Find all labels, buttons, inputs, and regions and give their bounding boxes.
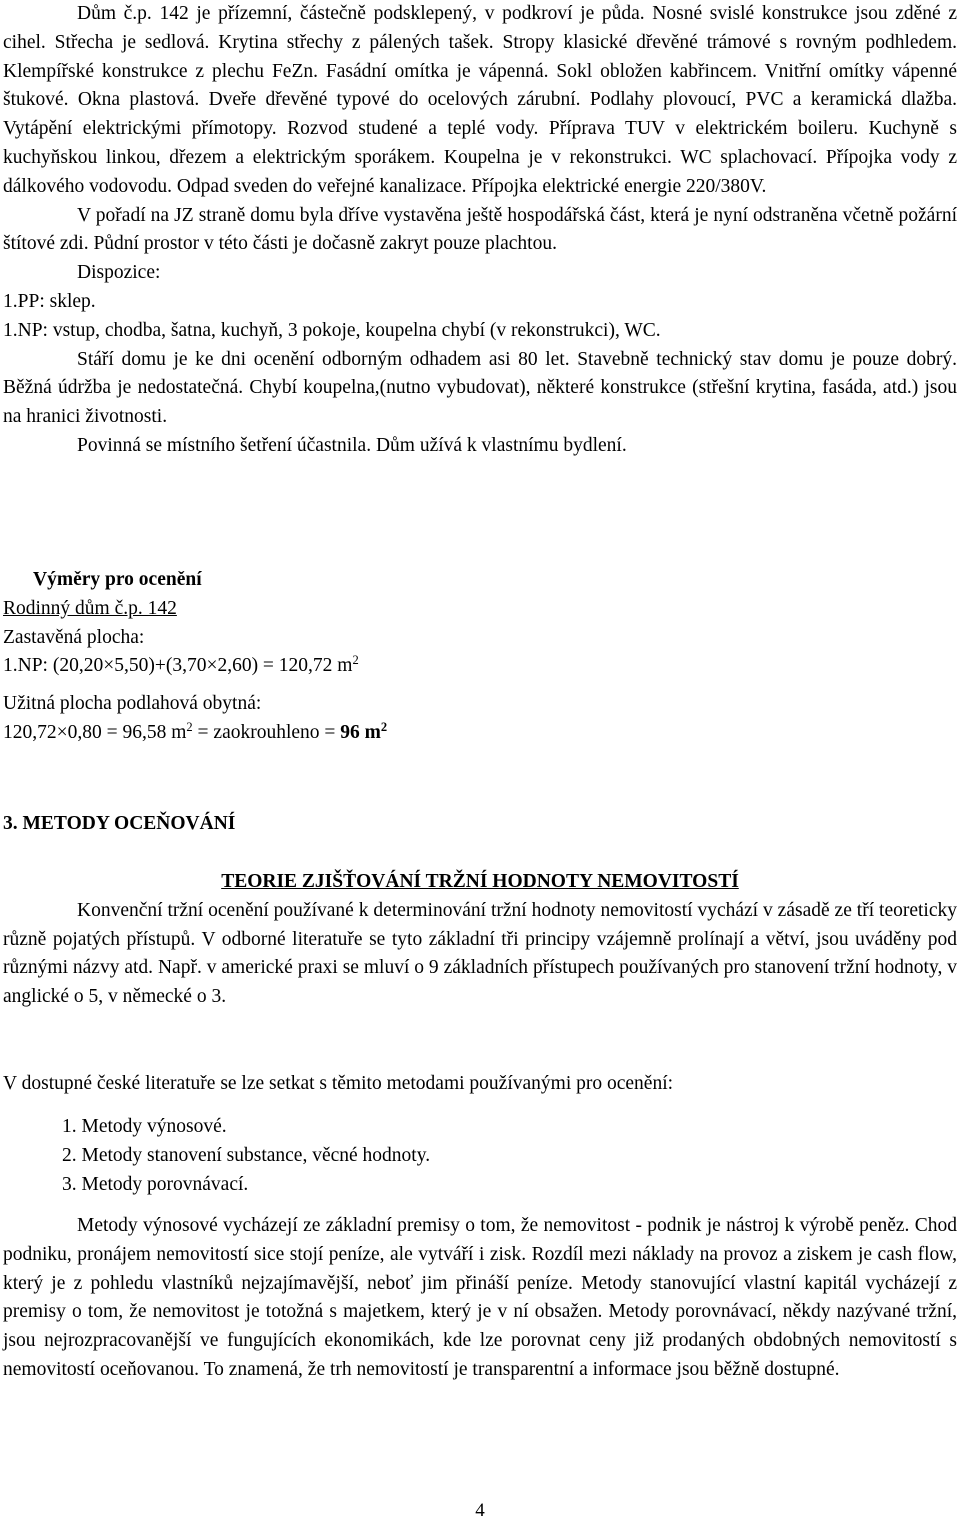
section-title: 3. METODY OCEŇOVÁNÍ [3, 813, 236, 834]
methods-list-block [0, 1116, 960, 1203]
theory-heading: TEORIE ZJIŠŤOVÁNÍ TRŽNÍ HODNOTY NEMOVITOSTÍ [221, 871, 739, 892]
dispozice-pp: 1.PP: sklep. [3, 290, 96, 312]
section-heading [0, 810, 960, 839]
page-number: 4 [475, 1500, 485, 1521]
methods-explanation [0, 1212, 960, 1385]
dispozice-label: Dispozice: [77, 262, 161, 284]
property-description [0, 0, 960, 461]
dispozice-np: 1.NP: vstup, chodba, šatna, kuchyň, 3 pokoje, koupelna chybí (v rekonstrukci), WC. [3, 319, 661, 341]
construction-paragraph: Dům č.p. 142 je přízemní, částečně podsklepený, v podkroví je půda. Nosné svislé konstrukce jsou zděné z cihel. Střecha je sedlová. Krytina střechy z pálených tašek. Stropy klasické dřevěné trámové s rovným podhledem. Klempířské konstrukce z plechu FeZn. Fasádní omítka je vápenná. Sokl obložen kabřincem. Vnitřní omítky vápenné štukové. Okna plastová. Dveře dřevěné typové do ocelových zárubní. Podlahy plovoucí, PVC a keramická dlažba. Vytápění elektrickými přímotopy. Rozvod studené a teplé vody. Příprava TUV v elektrickém boileru. Kuchyně s kuchyňskou linkou, dřezem a elektrickým sporákem. Koupelna je v rekonstrukci. WC splachovací. Přípojka vody z dálkového vodovodu. Odpad sveden do veřejné kanalizace. Přípojka elektrické energie 220/380V. [3, 3, 957, 197]
theory-paragraph: Konvenční tržní ocenění používané k determinování tržní hodnoty nemovitostí vychází v zásadě ze tří teoreticky různě pojatých přístupů. V odborné literatuře se tyto základní tři principy vzájemně prolínají a větví, jsou uváděny pod různými názvy atd. Např. v americké praxi se mluví o 9 základních přístupech používaných pro stanovení tržní hodnoty, v anglické o 5, v německé o 3. [3, 899, 957, 1008]
theory-section [0, 868, 960, 1012]
inspection-paragraph: Povinná se místního šetření účastnila. Dům užívá k vlastnímu bydlení. [77, 434, 627, 456]
method-item: 2. Metody stanovení substance, věcné hodnoty. [62, 1145, 431, 1166]
methods-intro-text: V dostupné české literatuře se lze setkat s těmito metodami používanými pro ocenění: [3, 1073, 674, 1094]
methods-paragraph: Metody výnosové vycházejí ze základní premisy o tom, že nemovitost - podnik je nástroj k výrobě peněz. Chod podniku, pronájem nemovitostí sice stojí peníze, ale vytváří i zisk. Rozdíl mezi náklady na provoz a ziskem je cash flow, který je z pohledu vlastníků nejzajímavější, neboť jim přináší peníze. Metody stanovující vlastní kapitál vycházejí z premisy o tom, že nemovitost je totožná s majetkem, který je v ní obsažen. Metody porovnávací, někdy nazývané tržní, jsou nejrozpracovanější ve fungujících ekonomikách, kde lze porovnat ceny již prodaných obdobných nemovitostí s nemovitostí oceňovanou. To znamená, že trh nemovitostí je transparentní a informace jsou běžně dostupné. [3, 1215, 957, 1380]
vymery-section [0, 566, 960, 748]
farm-part-paragraph: V pořadí na JZ straně domu byla dříve vystavěna ještě hospodářská část, která je nyní odstraněna včetně požární štítové zdi. Půdní prostor v této části je dočasně zakryt pouze plachtou. [3, 204, 957, 255]
uzitna-label: Užitná plocha podlahová obytná: [3, 693, 262, 715]
zastavena-formula: 1.NP: (20,20×5,50)+(3,70×2,60) = 120,72 $m^2$ [3, 653, 359, 677]
method-item: 1. Metody výnosové. [62, 1116, 227, 1137]
vymery-heading: Výměry pro ocenění [33, 569, 202, 590]
vymery-subject: Rodinný dům č.p. 142 [3, 597, 177, 619]
uzitna-formula: 120,72×0,80 = 96,58 $m^2$ = zaokrouhleno = 96 $m^2$ [3, 719, 388, 743]
zastavena-label: Zastavěná plocha: [3, 626, 145, 648]
methods-list [3, 1116, 957, 1196]
methods-intro [0, 1070, 960, 1099]
condition-paragraph: Stáří domu je ke dni ocenění odborným odhadem asi 80 let. Stavebně technický stav domu je pouze dobrý. Běžná údržba je nedostatečná. Chybí koupelna,(nutno vybudovat), některé konstrukce (střešní krytina, fasáda, atd.) jsou na hranici životnosti. [3, 348, 957, 428]
method-item: 3. Metody porovnávací. [62, 1174, 249, 1195]
